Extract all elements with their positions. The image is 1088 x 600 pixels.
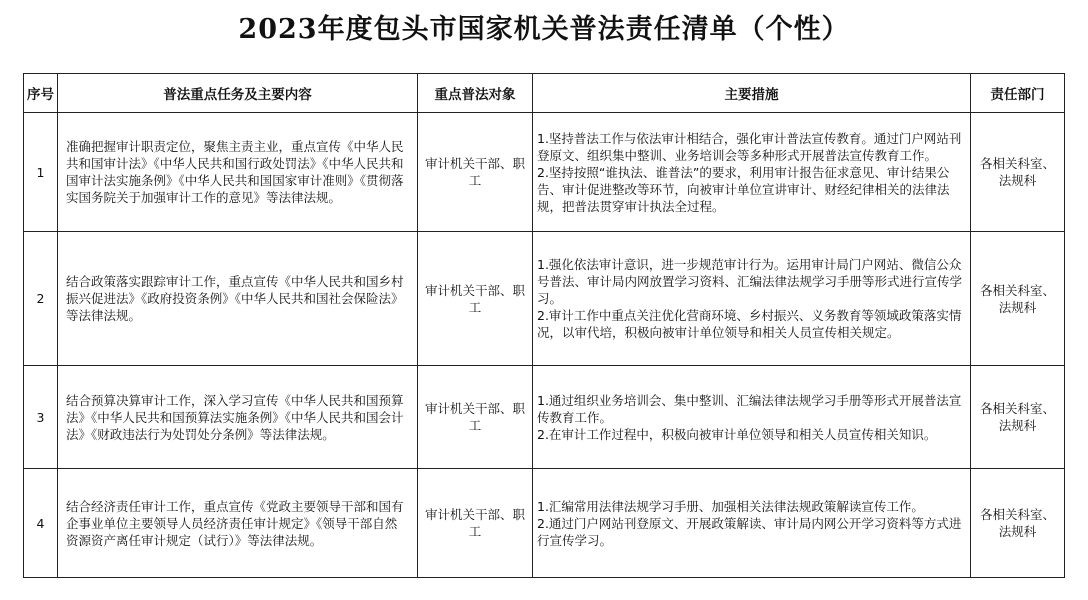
header-tasks: 普法重点任务及主要内容 — [58, 74, 418, 113]
header-dept: 责任部门 — [971, 74, 1065, 113]
measure-item: 2.审计工作中重点关注优化营商环境、乡村振兴、义务教育等领域政策落实情况，以审代培，积极向被审计单位领导和相关人员宣传相关规定。 — [537, 308, 962, 340]
measure-item: 1.汇编常用法律法规学习手册、加强相关法律法规政策解读宣传工作。 — [537, 498, 924, 514]
row-number: 4 — [24, 469, 58, 578]
measure-item: 2.通过门户网站刊登原文、开展政策解读、审计局内网公开学习资料等方式进行宣传学习。 — [537, 515, 962, 548]
task-cell: 准确把握审计职责定位，聚焦主责主业，重点宣传《中华人民共和国审计法》《中华人民共和国行政处罚法》《中华人民共和国审计法实施条例》《中华人民共和国国家审计准则》《贯彻落实国务院关于加强审计工作的意见》等法律法规。 — [58, 113, 418, 232]
measures-cell — [533, 232, 971, 366]
measures-cell — [533, 469, 971, 578]
row-number: 1 — [24, 113, 58, 232]
measure-item: 1.通过组织业务培训会、集中整训、汇编法律法规学习手册等形式开展普法宣传教育工作。 — [537, 392, 962, 425]
dept-cell: 各相关科室、法规科 — [971, 113, 1065, 232]
header-measures: 主要措施 — [533, 74, 971, 113]
row-number: 3 — [24, 366, 58, 469]
dept-cell: 各相关科室、法规科 — [971, 469, 1065, 578]
task-cell: 结合经济责任审计工作，重点宣传《党政主要领导干部和国有企事业单位主要领导人员经济责任审计规定》《领导干部自然资源资产离任审计规定（试行）》等法律法规。 — [58, 469, 418, 578]
row-number: 2 — [24, 232, 58, 366]
target-cell: 审计机关干部、职工 — [418, 469, 533, 578]
target-cell: 审计机关干部、职工 — [418, 366, 533, 469]
dept-cell: 各相关科室、法规科 — [971, 232, 1065, 366]
responsibility-table — [23, 73, 1065, 578]
table-row — [24, 366, 1065, 469]
measure-item: 1.强化依法审计意识，进一步规范审计行为。运用审计局门户网站、微信公众号普法、审计局内网放置学习资料、汇编法律法规学习手册等形式进行宣传学习。 — [537, 257, 963, 306]
measure-item: 1.坚持普法工作与依法审计相结合，强化审计普法宣传教育。通过门户网站刊登原文、组织集中整训、业务培训会等多种形式开展普法宣传教育工作。 — [537, 130, 962, 163]
measure-item: 2.坚持按照“谁执法、谁普法”的要求，利用审计报告征求意见、审计结果公告、审计促进整改等环节，向被审计单位宣讲审计、财经纪律相关的法律法规，把普法贯穿审计执法全过程。 — [537, 164, 950, 214]
header-targets: 重点普法对象 — [418, 74, 533, 113]
page-title: 2023年度包头市国家机关普法责任清单（个性） — [238, 14, 850, 45]
task-cell: 结合预算决算审计工作，深入学习宣传《中华人民共和国预算法》《中华人民共和国预算法实施条例》《中华人民共和国会计法》《财政违法行为处罚处分条例》等法律法规。 — [58, 366, 418, 469]
table-row — [24, 232, 1065, 366]
target-cell: 审计机关干部、职工 — [418, 113, 533, 232]
measures-cell — [533, 366, 971, 469]
target-cell: 审计机关干部、职工 — [418, 232, 533, 366]
table-header-row — [24, 74, 1065, 113]
table-row — [24, 469, 1065, 578]
measures-cell — [533, 113, 971, 232]
header-no: 序号 — [24, 74, 58, 113]
task-cell: 结合政策落实跟踪审计工作，重点宣传《中华人民共和国乡村振兴促进法》《政府投资条例》《中华人民共和国社会保险法》等法律法规。 — [58, 232, 418, 366]
dept-cell: 各相关科室、法规科 — [971, 366, 1065, 469]
table-row — [24, 113, 1065, 232]
measure-item: 2.在审计工作过程中，积极向被审计单位领导和相关人员宣传相关知识。 — [537, 426, 937, 442]
